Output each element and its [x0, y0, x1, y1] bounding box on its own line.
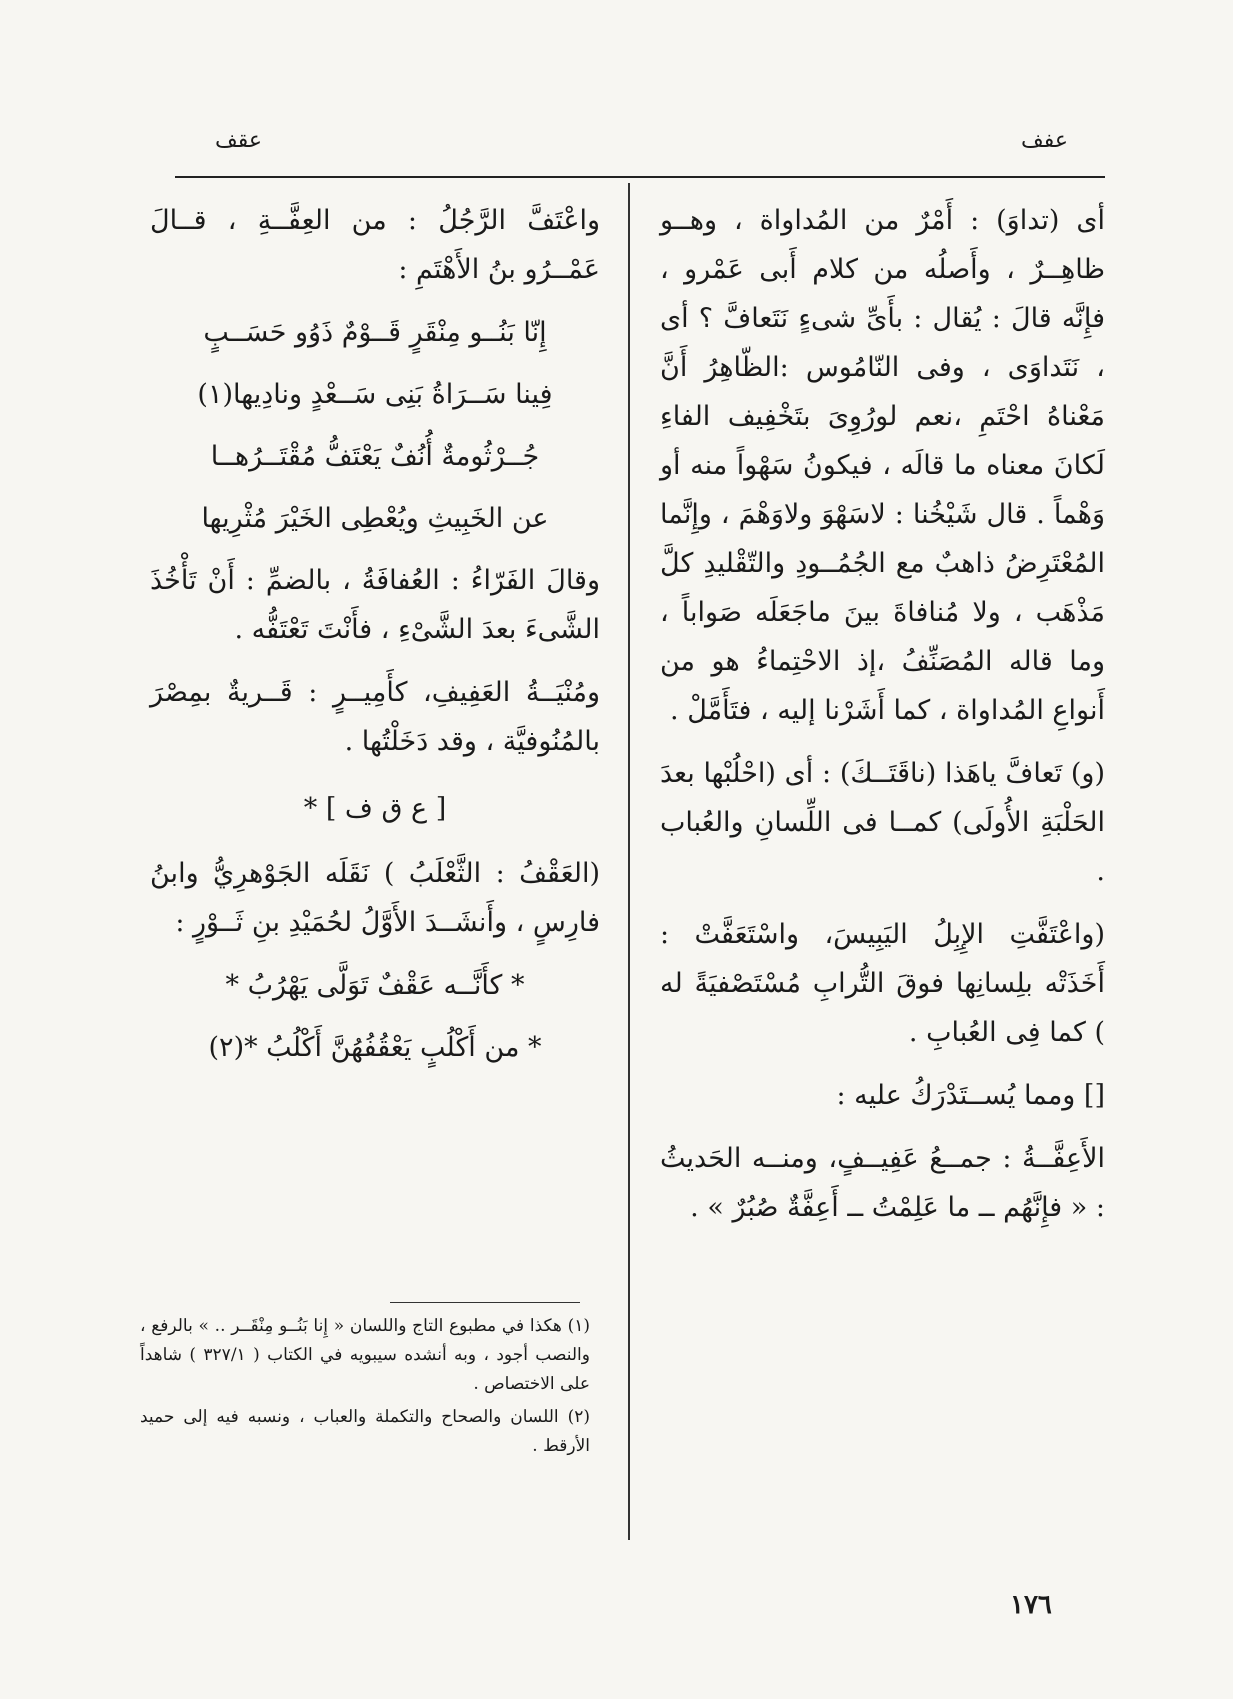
poem-line: فِينا سَــرَاةُ بَنِى سَــعْدٍ ونادِيها(١) — [197, 379, 553, 410]
entry-paragraph: (واعْتَفَّتِ الإِبِلُ اليَبِيسَ، واسْتَعَفَّتْ : أَخَذَتْه بلِسانِها فوقَ التُّرابِ مُسْتَصْفيَةً له ) كما فِى العُبابِ . — [660, 919, 1105, 1048]
poem-line: إِنّا بَنُــو مِنْقَرٍ قَــوْمٌ ذَوُو حَسَــبٍ — [203, 317, 547, 348]
root-heading: [ ع ق ف ] * — [303, 793, 447, 824]
left-column — [150, 196, 600, 1085]
right-column — [660, 196, 1105, 1246]
running-header-left: عقف — [215, 128, 263, 153]
poem-line: جُــرْثُومةٌ أُنُفٌ يَعْتَفُّ مُقْتَــرُهــا — [210, 441, 540, 472]
entry-paragraph: (و) تَعافَّ ياهَذا (ناقَتَــكَ) : أى (احْلُبْها بعدَ الحَلْبَةِ الأُولَى) كمــا فى اللِّسانِ والعُباب . — [660, 758, 1105, 887]
entry-paragraph: وقالَ الفَرّاءُ : العُفافَةُ ، بالضمِّ : أَنْ تَأْخُذَ الشَّىءَ بعدَ الشَّىْءِ ، فأَنْتَ تَعْتَفُّه . — [150, 565, 600, 645]
header-rule — [175, 176, 1105, 178]
footnotes — [140, 1312, 590, 1465]
entry-paragraph: (العَقْفُ : الثَّعْلَبُ ) نَقَلَه الجَوْهرِيُّ وابنُ فارِسٍ ، وأَنشَــدَ الأَوَّلُ لحُمَيْدِ بنِ ثَــوْرٍ : — [150, 858, 600, 938]
column-divider — [628, 183, 630, 1540]
footnote: (٢) اللسان والصحاح والتكملة والعباب ، ونسبه فيه إلى حميد الأرقط . — [140, 1407, 590, 1456]
entry-paragraph: أى (تداوَ) : أَمْرٌ من المُداواة ، وهــو ظاهِــرٌ ، وأَصلُه من كلام أَبى عَمْرو ، فإِنَّه قالَ : يُقال : بأَىِّ شىءٍ نَتَعافَّ ؟ أى ، نَتَداوَى ، وفى النّامُوس :الظّاهِرُ أَنَّ مَعْناهُ احْتَمِ ،نعم لورُوِىَ بتَخْفِيف الفاءِ لَكانَ معناه ما قالَه ، فيكونُ سَهْواً منه أو وَهْماً . قال شَيْخُنا : لاسَهْوَ ولاوَهْمَ ، وإِنَّما المُعْتَرِضُ ذاهبٌ مع الجُمُــودِ والتّقْليدِ كلَّ مَذْهَب ، ولا مُنافاةَ بينَ ماجَعَلَه صَواباً ، وما قاله المُصَنِّفُ ،إذ الاحْتِماءُ هو من أَنواعِ المُداواة ، كما أَشَرْنا إليه ، فتَأَمَّلْ . — [660, 205, 1105, 726]
poem-line: * من أَكْلُبٍ يَعْقُفُهُنَّ أَكْلُبُ *(٢) — [208, 1032, 542, 1063]
running-header-right: عفف — [1020, 128, 1068, 153]
entry-paragraph: ومُنْيَــةُ العَفِيفِ، كأَمِيــرٍ : قَــريةٌ بمِصْرَ بالمُنُوفيَّة ، وقد دَخَلْتُها . — [150, 677, 600, 757]
footnote-rule — [390, 1302, 580, 1303]
poem-line: * كأَنَّــه عَقْفٌ تَوَلَّى يَهْرُبُ * — [225, 970, 525, 1001]
poem-line: عن الخَبِيثِ ويُعْطِى الخَيْرَ مُثْرِيها — [201, 503, 549, 534]
footnote: (١) هكذا في مطبوع التاج واللسان « إِنا بَنُــو مِنْقَــر .. » بالرفع ، والنصب أجود ، وبه أنشده سيبويه في الكتاب ( ٣٢٧/١ ) شاهداً على الاختصاص . — [140, 1316, 590, 1394]
entry-paragraph: واعْتَفَّ الرَّجُلُ : من العِفَّــةِ ، قــالَ عَمْــرُو بنُ الأَهْتَمِ : — [150, 205, 600, 285]
supplement-note: [] ومما يُســتَدْرَكُ عليه : — [836, 1080, 1105, 1111]
entry-paragraph: الأَعِفَّــةُ : جمــعُ عَفِيــفٍ، ومنــه الحَديثُ : « فإِنَّهُم ــ ما عَلِمْتُ ــ أَعِفَّةٌ صُبُرٌ » . — [660, 1143, 1105, 1223]
page-number: ١٧٦ — [1010, 1590, 1052, 1620]
